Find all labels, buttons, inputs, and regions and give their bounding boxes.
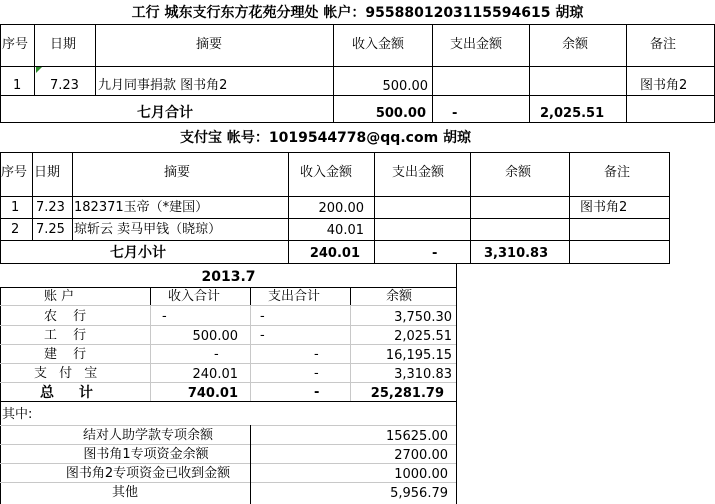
icbc-header-date: 日期 [50,37,77,52]
summary-account: 建 行 [44,347,93,362]
summary-account: 支 付 宝 [34,366,102,381]
alipay-total-income: 240.01 [309,246,360,261]
summary-expense: - [260,309,265,324]
alipay-header-balance: 余额 [505,165,532,180]
alipay-row-desc: 琼斩云 卖马甲钱（晓琼） [74,222,222,237]
summary-header-balance: 余额 [386,289,413,304]
among-row-value: 1000.00 [394,467,448,482]
summary-account: 工 行 [44,328,93,343]
summary-header-expense: 支出合计 [268,289,321,304]
summary-income: 240.01 [192,367,238,382]
among-row-label: 图书角1专项资金余额 [83,447,209,462]
icbc-total-label: 七月合计 [137,105,193,121]
alipay-header-expense: 支出金额 [392,165,445,180]
icbc-row-desc: 九月同事捐款 图书角2 [98,78,228,93]
icbc-row-date: 7.23 [50,78,79,93]
among-row-value: 15625.00 [385,429,448,444]
among-label: 其中: [2,407,33,422]
icbc-account-title: 工行 城东支行东方花苑分理处 帐户：9558801203115594615 胡琼 [131,5,584,21]
icbc-total-balance: 2,025.51 [540,106,605,121]
among-row-value: 5,956.79 [390,486,448,501]
icbc-total-expense: - [452,106,458,121]
alipay-header-income: 收入金额 [300,165,353,180]
alipay-row-income: 40.01 [326,223,364,238]
summary-expense: - [260,328,265,343]
icbc-header-balance: 余额 [562,37,589,52]
alipay-row-desc: 182371玉帝（*建国） [74,200,209,215]
summary-expense: - [314,366,319,381]
icbc-row-note: 图书角2 [640,78,688,93]
alipay-row-date: 7.23 [36,200,65,215]
summary-balance: 3,750.30 [394,310,452,325]
summary-balance: 2,025.51 [394,329,452,344]
summary-total-label: 总 计 [40,385,103,401]
alipay-header-no: 序号 [1,165,28,180]
alipay-row-note: 图书角2 [580,200,628,215]
summary-income: - [162,309,167,324]
icbc-header-no: 序号 [2,37,29,52]
alipay-total-label: 七月小计 [110,245,166,261]
summary-income: 500.00 [192,329,238,344]
summary-balance: 16,195.15 [385,348,452,363]
alipay-total-balance: 3,310.83 [484,246,549,261]
alipay-header-date: 日期 [34,165,61,180]
among-row-label: 其他 [111,485,138,500]
summary-header-account: 账 户 [44,289,75,304]
alipay-row-income: 200.00 [318,201,364,216]
icbc-header-desc: 摘要 [196,37,223,52]
summary-balance: 3,310.83 [394,367,452,382]
icbc-total-income: 500.00 [375,106,426,121]
summary-expense: - [314,347,319,362]
icbc-header-income: 收入金额 [352,37,405,52]
alipay-row-no: 2 [11,222,20,237]
alipay-account-title: 支付宝 帐号：1019544778@qq.com 胡琼 [180,130,472,146]
icbc-row-income: 500.00 [382,79,428,94]
summary-account: 农 行 [44,309,93,324]
among-row-label: 结对人助学款专项余额 [82,428,213,443]
summary-total-balance: 25,281.79 [370,386,444,401]
among-row-value: 2700.00 [394,448,448,463]
summary-total-income: 740.01 [187,386,238,401]
summary-income: - [214,347,219,362]
summary-total-expense: - [314,385,320,400]
alipay-row-no: 1 [11,200,20,215]
icbc-header-expense: 支出金额 [450,37,503,52]
icbc-header-note: 备注 [650,37,677,52]
summary-header-income: 收入合计 [168,289,221,304]
icbc-row-no: 1 [13,78,22,93]
alipay-row-date: 7.25 [36,222,65,237]
summary-period: 2013.7 [201,269,256,285]
alipay-header-note: 备注 [604,165,631,180]
cell-marker-icon [36,67,42,73]
alipay-total-expense: - [432,246,438,261]
alipay-header-desc: 摘要 [164,165,191,180]
among-row-label: 图书角2专项资金已收到金额 [65,466,231,481]
